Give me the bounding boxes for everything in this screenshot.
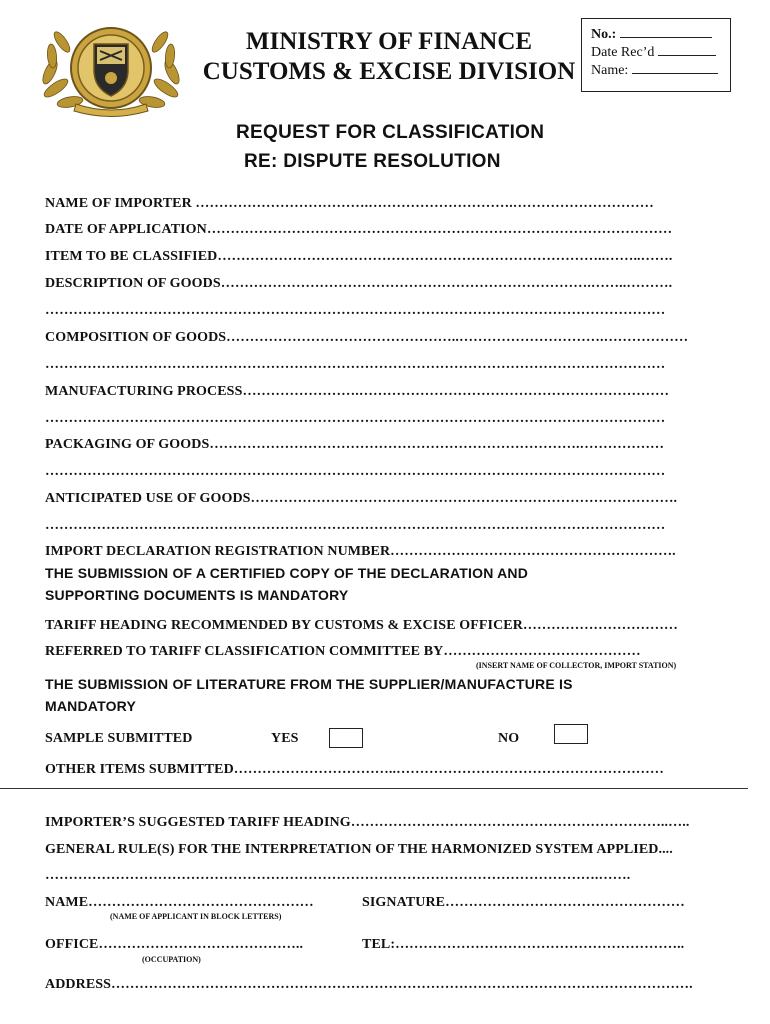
registry-date-row bbox=[591, 43, 730, 61]
anticipated-use-continuation[interactable]: …………………………………………………………………………………………………………………… bbox=[45, 518, 666, 533]
sample-yes-checkbox[interactable] bbox=[329, 728, 363, 748]
anticipated-use-field[interactable]: ANTICIPATED USE OF GOODS………………………………………………………………………………. bbox=[45, 491, 678, 506]
ministry-heading-line2: CUSTOMS & EXCISE DIVISION bbox=[202, 58, 576, 85]
registry-name-label: Name: bbox=[591, 63, 629, 78]
goods-description-field[interactable]: DESCRIPTION OF GOODS…………………………………………………………………….……..………. bbox=[45, 276, 673, 291]
import-declaration-number-field[interactable]: IMPORT DECLARATION REGISTRATION NUMBER……………………………………………………. bbox=[45, 544, 676, 559]
registry-box bbox=[581, 18, 731, 92]
tariff-committee-note: (INSERT NAME OF COLLECTOR, IMPORT STATION) bbox=[476, 661, 677, 670]
literature-notice-line2: MANDATORY bbox=[45, 698, 136, 714]
sample-no-checkbox[interactable] bbox=[554, 724, 588, 744]
manufacturing-process-field[interactable]: MANUFACTURING PROCESS…………………….………………………………………………………… bbox=[45, 384, 670, 399]
declaration-notice-line2: SUPPORTING DOCUMENTS IS MANDATORY bbox=[45, 587, 349, 603]
goods-composition-field[interactable]: COMPOSITION OF GOODS…………………………………………..………………………….……………… bbox=[45, 330, 689, 345]
registry-name-row bbox=[591, 61, 730, 79]
ministry-crest-seal bbox=[36, 14, 186, 122]
signature-field[interactable]: SIGNATURE…………………………………………… bbox=[362, 895, 685, 910]
general-rules-continuation[interactable]: ……………………………………………………………………………………………………….……. bbox=[45, 868, 631, 883]
registry-no-row bbox=[591, 25, 730, 43]
address-field[interactable]: ADDRESS……………………………………………………………………………………………………………. bbox=[45, 977, 693, 992]
manufacturing-process-continuation[interactable]: …………………………………………………………………………………………………………………… bbox=[45, 411, 666, 426]
goods-packaging-field[interactable]: PACKAGING OF GOODS…………………………………………………………………….……………… bbox=[45, 437, 665, 452]
telephone-field[interactable]: TEL:…………………………………………………….. bbox=[362, 937, 685, 952]
application-date-field[interactable]: DATE OF APPLICATION……………………………………………………………………………………… bbox=[45, 222, 673, 237]
registry-no-label: No.: bbox=[591, 27, 617, 42]
declaration-notice-line1: THE SUBMISSION OF A CERTIFIED COPY OF THE DECLARATION AND bbox=[45, 565, 529, 581]
registry-no-blank[interactable] bbox=[620, 25, 712, 38]
goods-composition-continuation[interactable]: …………………………………………………………………………………………………………………… bbox=[45, 357, 666, 372]
goods-packaging-continuation[interactable]: …………………………………………………………………………………………………………………… bbox=[45, 464, 666, 479]
general-rules-field[interactable]: GENERAL RULE(S) FOR THE INTERPRETATION OF THE HARMONIZED SYSTEM APPLIED.... bbox=[45, 842, 673, 857]
goods-description-continuation[interactable]: …………………………………………………………………………………………………………………… bbox=[45, 303, 666, 318]
importer-suggested-heading-field[interactable]: IMPORTER’S SUGGESTED TARIFF HEADING…………………………………………………………..….. bbox=[45, 815, 690, 830]
sample-no-label: NO bbox=[498, 731, 520, 746]
office-note: (OCCUPATION) bbox=[142, 955, 201, 964]
tariff-committee-field[interactable]: REFERRED TO TARIFF CLASSIFICATION COMMITTEE BY…………………………………… bbox=[45, 644, 641, 659]
applicant-name-field[interactable]: NAME………………………………………… bbox=[45, 895, 314, 910]
applicant-name-note: (NAME OF APPLICANT IN BLOCK LETTERS) bbox=[110, 912, 282, 921]
section-divider bbox=[0, 788, 748, 789]
item-classified-field[interactable]: ITEM TO BE CLASSIFIED………………………………………………………………………..……..……. bbox=[45, 249, 673, 264]
registry-date-blank[interactable] bbox=[658, 43, 716, 56]
form-title: REQUEST FOR CLASSIFICATION bbox=[236, 122, 545, 143]
sample-yes-label: YES bbox=[271, 731, 299, 746]
sample-submitted-label: SAMPLE SUBMITTED bbox=[45, 731, 193, 746]
office-field[interactable]: OFFICE…………………………………….. bbox=[45, 937, 304, 952]
literature-notice-line1: THE SUBMISSION OF LITERATURE FROM THE SUPPLIER/MANUFACTURE IS bbox=[45, 676, 573, 692]
registry-date-label: Date Rec’d bbox=[591, 45, 655, 60]
registry-name-blank[interactable] bbox=[632, 61, 718, 74]
ministry-heading-line1: MINISTRY OF FINANCE bbox=[245, 28, 533, 55]
other-items-field[interactable]: OTHER ITEMS SUBMITTED……………………………..………………………………………………… bbox=[45, 762, 665, 777]
tariff-recommended-field[interactable]: TARIFF HEADING RECOMMENDED BY CUSTOMS & EXCISE OFFICER…………………………… bbox=[45, 618, 679, 633]
importer-name-field[interactable]: NAME OF IMPORTER ……………………………….………………………….………………………… bbox=[45, 196, 654, 211]
form-subtitle: RE: DISPUTE RESOLUTION bbox=[244, 151, 501, 172]
